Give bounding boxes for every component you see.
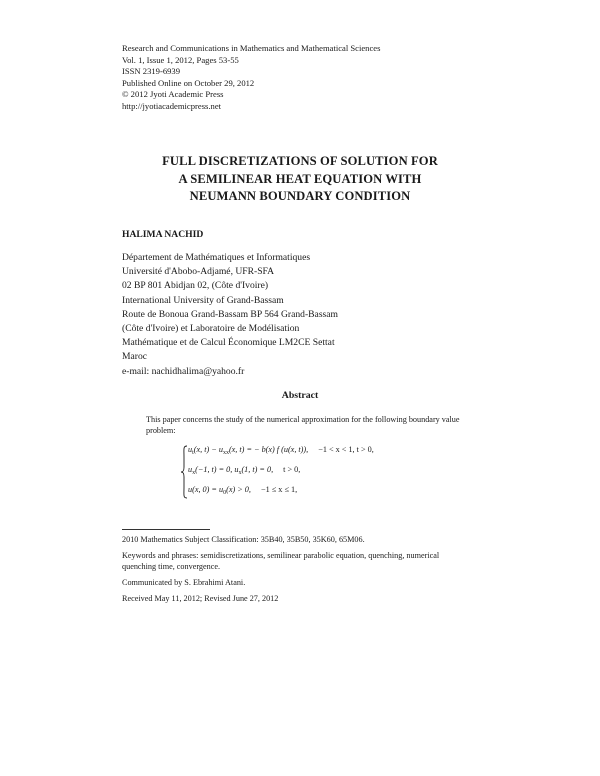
journal-issn: ISSN 2319-6939	[122, 66, 181, 77]
affiliation-line: Route de Bonoua Grand-Bassam BP 564 Grand-Bassam	[122, 308, 339, 320]
title-line-3: NEUMANN BOUNDARY CONDITION	[189, 189, 411, 203]
journal-volume: Vol. 1, Issue 1, 2012, Pages 53-55	[122, 54, 239, 65]
keywords: Keywords and phrases: semidiscretizations, semilinear parabolic equation, quenching, numerical quenching time, convergence.	[122, 551, 440, 572]
received-date: Received May 11, 2012; Revised June 27, 2012	[122, 594, 279, 603]
journal-url[interactable]: http://jyotiacademicpress.net	[122, 100, 222, 111]
equation-2: $u_x(-1$, t) = 0, $u_x(1$, t) = 0, t > 0,	[188, 465, 301, 476]
affiliation-line: Maroc	[122, 351, 148, 363]
equation-1: $u_t(x$, $t) - u_{xx}(x$, t) = − b(x) f (u(x, t)), −1 < x < 1, t > 0,	[188, 445, 374, 456]
abstract-text: This paper concerns the study of the numerical approximation for the following boundary value problem:	[146, 415, 460, 436]
author-affiliation	[122, 251, 338, 379]
affiliation-line: Université d'Abobo-Adjamé, UFR-SFA	[122, 266, 275, 278]
journal-name: Research and Communications in Mathematics and Mathematical Sciences	[122, 43, 381, 53]
msc-classification: 2010 Mathematics Subject Classification: 35B40, 35B50, 35K60, 65M06.	[122, 535, 365, 544]
paper-title	[0, 153, 600, 206]
abstract-heading: Abstract	[281, 390, 319, 401]
equation-3: u(x, $0) = u_0(x) > 0$, −1 ≤ x ≤ 1,	[188, 485, 298, 496]
affiliation-line: Mathématique et de Calcul Économique LM2CE Settat	[122, 337, 335, 349]
title-line-1: FULL DISCRETIZATIONS OF SOLUTION FOR	[162, 154, 438, 168]
left-brace-icon	[180, 445, 188, 499]
journal-header	[122, 43, 380, 113]
equation-1-condition: −1 < x < 1, t > 0,	[318, 445, 374, 454]
equation-2-condition: t > 0,	[283, 465, 301, 474]
affiliation-line: 02 BP 801 Abidjan 02, (Côte d'Ivoire)	[122, 280, 269, 292]
equation-3-condition: −1 ≤ x ≤ 1,	[261, 485, 298, 494]
footnote-divider	[122, 529, 210, 530]
publication-date: Published Online on October 29, 2012	[122, 77, 255, 88]
communicated-by: Communicated by S. Ebrahimi Atani.	[122, 578, 246, 587]
author-email: e-mail: nachidhalima@yahoo.fr	[122, 365, 245, 377]
affiliation-line: International University of Grand-Bassam	[122, 294, 284, 306]
affiliation-line: (Côte d'Ivoire) et Laboratoire de Modélisation	[122, 323, 300, 335]
copyright: © 2012 Jyoti Academic Press	[122, 89, 224, 100]
affiliation-line: Département de Mathématiques et Informatiques	[122, 252, 311, 263]
author-name: HALIMA NACHID	[122, 229, 204, 240]
title-line-2: A SEMILINEAR HEAT EQUATION WITH	[178, 171, 422, 186]
